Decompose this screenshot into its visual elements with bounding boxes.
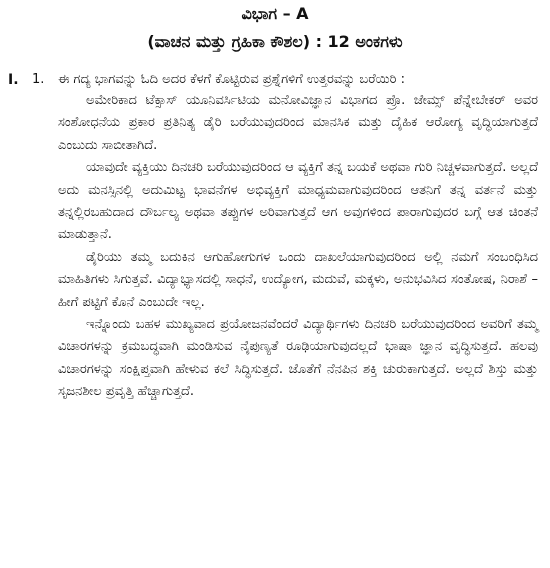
section-title: ವಿಭಾಗ – A: [241, 4, 309, 23]
question-instruction: ಈ ಗದ್ಯ ಭಾಗವನ್ನು ಓದಿ ಅದರ ಕೆಳಗೆ ಕೊಟ್ಟಿರುವ ಪ್ರಶ್ನೆಗಳಿಗೆ ಉತ್ತರವನ್ನು ಬರೆಯಿರಿ :: [58, 72, 405, 87]
question-header: [0, 70, 550, 90]
passage-paragraph-3: ಡೈರಿಯು ತಮ್ಮ ಬದುಕಿನ ಆಗುಹೋಗುಗಳ ಒಂದು ದಾಖಲೆಯಾಗುವುದರಿಂದ ಅಲ್ಲಿ ನಮಗೆ ಸಂಬಂಧಿಸಿದ ಮಾಹಿತಿಗಳು ಸಿಗುತ್ತವೆ. ವಿದ್ಯಾಭ್ಯಾಸದಲ್ಲಿ ಸಾಧನೆ, ಉದ್ಯೋಗ, ಮದುವೆ, ಮಕ್ಕಳು, ಅನುಭವಿಸಿದ ಸಂತೋಷ, ನಿರಾಶೆ – ಹೀಗೆ ಪಟ್ಟಿಗೆ ಕೊನೆ ಎಂಬುದೇ ಇಲ್ಲ.: [58, 249, 538, 310]
question-sub-number: 1.: [32, 72, 45, 87]
question-number: I.: [8, 72, 19, 88]
passage-paragraph-2: ಯಾವುದೇ ವ್ಯಕ್ತಿಯು ದಿನಚರಿ ಬರೆಯುವುದರಿಂದ ಆ ವ್ಯಕ್ತಿಗೆ ತನ್ನ ಬಯಕೆ ಅಥವಾ ಗುರಿ ನಿಚ್ಚಳವಾಗುತ್ತದೆ. ಅಲ್ಲದೆ ಅದು ಮನಸ್ಸಿನಲ್ಲಿ ಅದುಮಿಟ್ಟ ಭಾವನೆಗಳ ಅಭಿವ್ಯಕ್ತಿಗೆ ಮಾಧ್ಯಮವಾಗುವುದರಿಂದ ಆತನಿಗೆ ತನ್ನ ವರ್ತನೆ ಮತ್ತು ತನ್ನಲ್ಲಿರಬಹುದಾದ ದೌರ್ಬಲ್ಯ ಅಥವಾ ತಪ್ಪುಗಳ ಅರಿವಾಗುತ್ತದೆ ಆಗ ಅವುಗಳಿಂದ ಪಾರಾಗುವುದರ ಬಗ್ಗೆ ಆತ ಚಿಂತನೆ ಮಾಡುತ್ತಾನೆ.: [58, 160, 538, 243]
reading-passage: [0, 90, 550, 404]
passage-paragraph-1: ಅಮೇರಿಕಾದ ಟೆಕ್ಸಾಸ್ ಯೂನಿವರ್ಸಿಟಿಯ ಮನೋವಿಜ್ಞಾನ ವಿಭಾಗದ ಪ್ರೊ. ಜೇಮ್ಸ್ ಪೆನ್ನೇಬೇಕರ್ ಅವರ ಸಂಶೋಧನೆಯ ಪ್ರಕಾರ ಪ್ರತಿನಿತ್ಯ ಡೈರಿ ಬರೆಯುವುದರಿಂದ ಮಾನಸಿಕ ಮತ್ತು ದೈಹಿಕ ಆರೋಗ್ಯ ವೃದ್ಧಿಯಾಗುತ್ತದೆ ಎಂಬುದು ಸಾಬೀತಾಗಿದೆ.: [58, 93, 538, 153]
section-subtitle: (ವಾಚನ ಮತ್ತು ಗ್ರಹಿಕಾ ಕೌಶಲ) : 12 ಅಂಕಗಳು: [147, 32, 403, 51]
passage-paragraph-4: ಇನ್ನೊಂದು ಬಹಳ ಮುಖ್ಯವಾದ ಪ್ರಯೋಜನವೆಂದರೆ ವಿದ್ಯಾರ್ಥಿಗಳು ದಿನಚರಿ ಬರೆಯುವುದರಿಂದ ಅವರಿಗೆ ತಮ್ಮ ವಿಚಾರಗಳನ್ನು ಕ್ರಮಬದ್ಧವಾಗಿ ಮಂಡಿಸುವ ನೈಪುಣ್ಯತೆ ರೂಢಿಯಾಗುವುದಲ್ಲದೆ ಭಾಷಾ ಜ್ಞಾನ ವೃದ್ಧಿಸುತ್ತದೆ. ಹಲವು ವಿಚಾರಗಳನ್ನು ಸಂಕ್ಷಿಪ್ತವಾಗಿ ಹೇಳುವ ಕಲೆ ಸಿದ್ಧಿಸುತ್ತದೆ. ಜೊತೆಗೆ ನೆನಪಿನ ಶಕ್ತಿ ಚುರುಕಾಗುತ್ತದೆ. ಅಲ್ಲದೆ ಶಿಸ್ತು ಮತ್ತು ಸೃಜನಶೀಲ ಪ್ರವೃತ್ತಿ ಹೆಚ್ಚಾಗುತ್ತದೆ.: [58, 317, 538, 400]
